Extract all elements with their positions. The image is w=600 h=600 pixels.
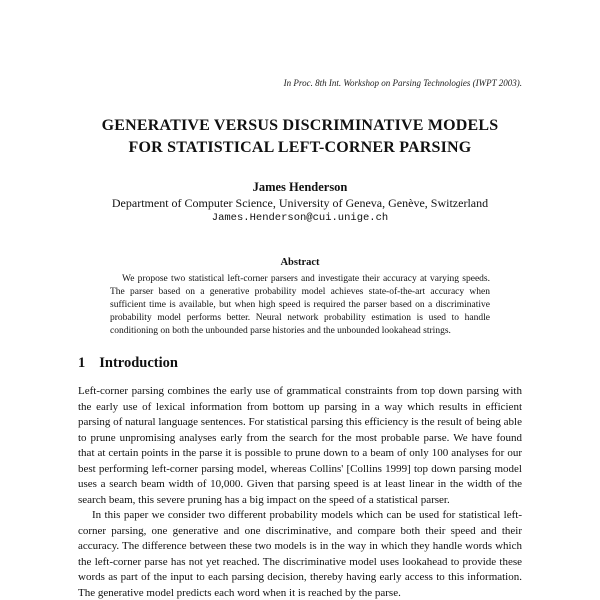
page-content bbox=[0, 78, 600, 600]
paper-title-line-2: FOR STATISTICAL LEFT-CORNER PARSING bbox=[128, 139, 472, 156]
author-affiliation: Department of Computer Science, University of Geneva, Genève, Switzerland bbox=[111, 196, 489, 210]
section-title: Introduction bbox=[99, 355, 178, 371]
author-email: James.Henderson@cui.unige.ch bbox=[211, 212, 389, 224]
paper-title-line-1: GENERATIVE VERSUS DISCRIMINATIVE MODELS bbox=[101, 117, 499, 134]
paper-title bbox=[78, 115, 522, 159]
author-name: James Henderson bbox=[252, 180, 348, 194]
introduction-paragraph-2: In this paper we consider two different probability models which can be used for statistical left-corner parsing, one generative and one discriminative, and compare both their speed and their accuracy. The difference between these two models is in the way in which they handle words which the left-corner parse has not yet reached. The discriminative model uses lookahead to provide these words as part of the input to each parsing decision, thereby having early access to this information. The generative model predicts each word when it is reached by the parse. bbox=[78, 509, 522, 599]
introduction-paragraph-1: Left-corner parsing combines the early use of grammatical constraints from top down parsing with the early use of lexical information from bottom up parsing in a way which results in efficient parsing of natural language sentences. For statistical parsing this efficiency is the result of being able to prune unpromising analyses early from the search for the most probable parse. We have found that at certain points in the parse it is possible to prune down to a beam of only 100 analyses for our best performing left-corner parsing model, whereas Collins' [Collins 1999] top down parsing model uses a search beam width of 10,000. Given that parsing speed is at least linear in the width of the search beam, this severe pruning has a big impact on the speed of a statistical parser. bbox=[78, 385, 522, 506]
abstract-text: We propose two statistical left-corner parsers and investigate their accuracy at varying speeds. The parser based on a generative probability model achieves state-of-the-art accuracy when sufficient time is available, but when high speed is required the parser based on a discriminative probability model performs better. Neural network probability estimation is used to handle conditioning on both the unbounded parse histories and the unbounded lookahead strings. bbox=[110, 274, 490, 336]
abstract-heading: Abstract bbox=[280, 257, 320, 268]
section-number: 1 bbox=[78, 355, 86, 371]
proceedings-note: In Proc. 8th Int. Workshop on Parsing Technologies (IWPT 2003). bbox=[283, 78, 522, 88]
abstract-paragraph bbox=[110, 273, 490, 338]
section-heading-introduction bbox=[78, 354, 522, 372]
author-block bbox=[78, 179, 522, 226]
